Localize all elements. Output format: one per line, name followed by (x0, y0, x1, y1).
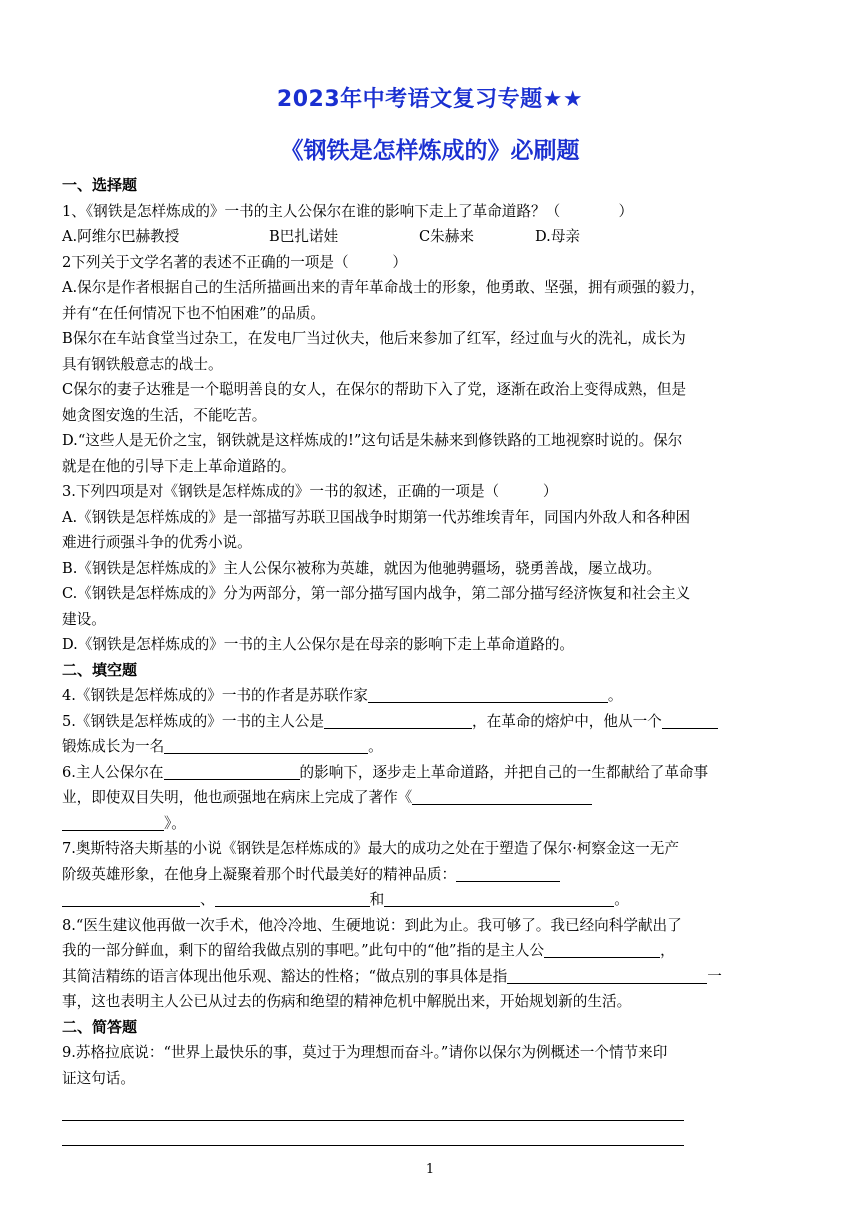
question-8-line3-end: 一 (707, 967, 722, 985)
document-body (62, 173, 810, 1091)
question-2-option-c: C保尔的妻子达雅是一个聪明善良的女人，在保尔的帮助下入了党，逐渐在政治上变得成熟，但是 (62, 381, 687, 398)
section-heading-short-answer: 二、简答题 (62, 1017, 138, 1036)
answer-line[interactable] (62, 1120, 684, 1121)
question-2-stem: 2下列关于文学名著的表述不正确的一项是（ ） (62, 253, 407, 271)
answer-blank[interactable] (62, 889, 200, 907)
section-heading-fill: 二、填空题 (62, 660, 138, 679)
answer-blank[interactable] (662, 711, 718, 729)
question-2-option-a-cont: 并有“在任何情况下也不怕困难”的品质。 (62, 304, 326, 322)
question-6-line2: 业，即使双目失明，他也顽强地在病床上完成了著作《 (62, 789, 413, 806)
question-7-cont2 (62, 887, 810, 913)
question-2-option-b-cont: 具有钢铁般意志的战士。 (62, 355, 223, 373)
answer-blank[interactable] (164, 736, 368, 754)
question-2-option-a: A.保尔是作者根据自己的生活所描画出来的青年革命战士的形象，他勇敢、坚强，拥有顽强的毅力， (62, 279, 705, 296)
question-2-option-b: B保尔在车站食堂当过杂工，在发电厂当过伙夫，他后来参加了红军，经过血与火的洗礼，成长为 (62, 330, 686, 347)
question-6-cont2 (62, 811, 810, 837)
answer-line[interactable] (62, 1145, 684, 1146)
document-title: 2023年中考语文复习专题★★ (276, 87, 584, 112)
question-6-mid: 的影响下，逐步走上革命道路，并把自己的一生都献给了革命事 (299, 763, 709, 781)
answer-blank[interactable] (544, 940, 660, 958)
question-3-stem: 3.下列四项是对《钢铁是怎样炼成的》一书的叙述，正确的一项是（ ） (62, 483, 558, 500)
answer-blank[interactable] (324, 711, 472, 729)
answer-blank[interactable] (368, 685, 608, 703)
question-5-mid: ，在革命的熔炉中，他从一个 (472, 712, 662, 730)
question-8-line2-end: ， (660, 942, 675, 959)
question-6-end: 》。 (164, 814, 186, 832)
question-7-cont (62, 862, 810, 888)
question-3-option-c: C.《钢铁是怎样炼成的》分为两部分，第一部分描写国内战争，第二部分描写经济恢复和社会主义 (62, 585, 691, 602)
question-8: 8.“医生建议他再做一次手术，他冷冷地、生硬地说：到此为止。我可够了。我已经向科学献出了 (62, 916, 682, 934)
answer-blank[interactable] (384, 889, 614, 907)
question-8-cont2 (62, 964, 810, 990)
question-5-end: 。 (368, 738, 383, 755)
question-7-sep1: 、 (200, 891, 215, 908)
document-subtitle: 《钢铁是怎样炼成的》必刷题 (280, 138, 580, 164)
answer-blank[interactable] (164, 762, 300, 780)
question-6-cont (62, 785, 810, 811)
page-number: 1 (425, 1162, 435, 1177)
question-7: 7.奥斯特洛夫斯基的小说《钢铁是怎样炼成的》最大的成功之处在于塑造了保尔·柯察金这一无产 (62, 840, 679, 857)
section-heading-choice: 一、选择题 (62, 176, 138, 194)
question-6 (62, 760, 810, 786)
question-2-option-d: D.“这些人是无价之宝，钢铁就是这样炼成的!”这句话是朱赫来到修铁路的工地视察时说的。保尔 (62, 432, 683, 449)
question-5-cont (62, 734, 810, 760)
question-4-text: 4.《钢铁是怎样炼成的》一书的作者是苏联作家 (62, 687, 368, 704)
question-6-text: 6.主人公保尔在 (62, 763, 164, 781)
option-c: C朱赫来 (419, 228, 474, 245)
answer-blank[interactable] (215, 889, 370, 907)
question-5-line2: 锻炼成长为一名 (62, 738, 165, 755)
question-9: 9.苏格拉底说：“世界上最快乐的事，莫过于为理想而奋斗。”请你以保尔为例概述一个情节来印 (62, 1044, 668, 1061)
question-3-option-b: B.《钢铁是怎样炼成的》主人公保尔被称为英雄，就因为他驰骋疆场，骁勇善战，屡立战功。 (62, 559, 662, 577)
question-3-option-a: A.《钢铁是怎样炼成的》是一部描写苏联卫国战争时期第一代苏维埃青年，同国内外敌人和各种困 (62, 508, 691, 526)
question-7-end: 。 (614, 891, 629, 908)
answer-blank[interactable] (507, 966, 707, 984)
question-7-line2: 阶级英雄形象，在他身上凝聚着那个时代最美好的精神品质： (62, 865, 457, 883)
option-d: D.母亲 (535, 228, 581, 245)
question-1-options (62, 224, 810, 250)
answer-blank[interactable] (62, 813, 164, 831)
question-3-option-c-cont: 建设。 (62, 610, 106, 628)
question-7-sep2: 和 (369, 891, 385, 908)
question-4-end: 。 (607, 687, 623, 704)
question-1-stem: 1、《钢铁是怎样炼成的》一书的主人公保尔在谁的影响下走上了革命道路？（ ） (62, 202, 634, 220)
question-8-line3: 其简洁精练的语言体现出他乐观、豁达的性格；“做点别的事具体是指 (62, 967, 508, 985)
question-8-cont3: 事，这也表明主人公已从过去的伤病和绝望的精神危机中解脱出来，开始规划新的生活。 (62, 993, 632, 1010)
option-b: B巴扎诺娃 (269, 228, 339, 245)
question-8-line2: 我的一部分鲜血，剩下的留给我做点别的事吧。”此句中的“他”指的是主人公 (62, 942, 545, 959)
question-8-cont (62, 938, 810, 964)
question-5 (62, 709, 810, 735)
answer-blank[interactable] (456, 864, 560, 882)
question-2-option-d-cont: 就是在他的引导下走上革命道路的。 (62, 457, 296, 475)
question-2-option-c-cont: 她贪图安逸的生活，不能吃苦。 (62, 406, 267, 424)
question-3-option-a-cont: 难进行顽强斗争的优秀小说。 (62, 534, 252, 551)
option-a: A.阿维尔巴赫教授 (62, 228, 180, 245)
question-5-text: 5.《钢铁是怎样炼成的》一书的主人公是 (62, 712, 325, 730)
question-4 (62, 683, 810, 709)
question-9-cont: 证这句话。 (62, 1069, 135, 1087)
question-3-option-d: D.《钢铁是怎样炼成的》一书的主人公保尔是在母亲的影响下走上革命道路的。 (62, 636, 575, 653)
answer-blank[interactable] (412, 787, 592, 805)
